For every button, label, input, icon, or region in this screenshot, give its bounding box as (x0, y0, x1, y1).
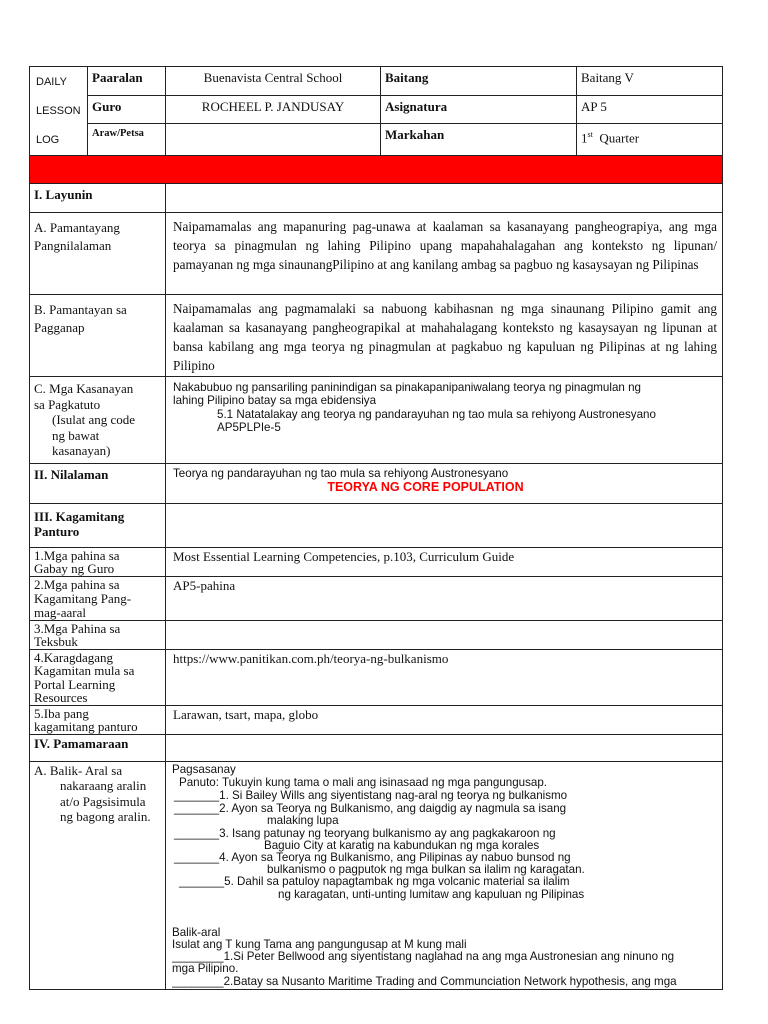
lr-label (34, 651, 161, 705)
pagganap-label-2: Pagganap (34, 320, 85, 335)
kag-label (34, 578, 161, 620)
kasanayan-label (34, 381, 161, 459)
gabay-label (34, 549, 161, 576)
dll-label-line3: LOG (36, 134, 60, 146)
pagganap-label (34, 301, 161, 337)
pagsasanay-item-5b: ng karagatan, unti-unting lumitaw ang kapuluan ng Pilipinas (278, 887, 585, 901)
markahan-sup: st (587, 130, 593, 139)
kasanayan-label-1: C. Mga Kasanayan (34, 381, 134, 396)
pamantayang-label-1: A. Pamantayang (34, 220, 120, 235)
gabay-label-2: Gabay ng Guro (34, 561, 115, 576)
kasanayan-label-5: kasanayan) (52, 443, 111, 458)
paaralan-value: Buenavista Central School (203, 70, 343, 85)
kag-label-1: 2.Mga pahina sa (34, 576, 120, 592)
kasanayan-line2: lahing Pilipino batay sa mga ebidensiya (173, 394, 377, 408)
balik-label-1: A. Balik- Aral sa (34, 762, 123, 778)
dll-label-line1: DAILY (36, 76, 67, 88)
kasanayan-label-3: (Isulat ang code (52, 412, 136, 427)
lr-link[interactable]: https://www.panitikan.com.ph/teorya-ng-bulkanismo (173, 650, 449, 666)
nilalaman-text: Teorya ng pandarayuhan ng tao mula sa rehiyong Austronesyano (173, 466, 509, 480)
balikaral-item-1b: mga Pilipino. (172, 961, 239, 975)
red-banner (30, 156, 723, 184)
teksbuk-label-2: Teksbuk (34, 634, 78, 649)
iba-label-1: 5.Iba pang (34, 705, 89, 721)
iba-text: Larawan, tsart, mapa, globo (173, 706, 319, 722)
markahan-label: Markahan (385, 127, 445, 142)
nilalaman-heading: II. Nilalaman (34, 466, 109, 482)
balikaral-item-2: ________2.Batay sa Nusanto Maritime Trading and Communciation Network hypothesis, ang mga (172, 974, 677, 988)
kagamitang-heading-1: III. Kagamitang (34, 508, 125, 524)
balik-label (34, 763, 161, 825)
iba-label (34, 707, 161, 734)
kagamitang-heading-2: Panturo (34, 523, 80, 539)
gabay-text: Most Essential Learning Competencies, p.103, Curriculum Guide (173, 548, 515, 564)
pagsasanay-item-4b: bulkanismo o pagputok ng mga bulkan sa ilalim ng karagatan. (267, 862, 585, 876)
lr-label-1: 4.Karagdagang (34, 649, 114, 665)
kag-text: AP5-pahina (173, 577, 236, 593)
baitang-label: Baitang (385, 70, 429, 85)
pamamaraan-heading: IV. Pamamaraan (34, 735, 129, 751)
balikaral-item-1a: ________1.Si Peter Bellwood ang siyentistang naglahad na ang mga Austronesian ang ninuno ng (172, 949, 675, 963)
markahan-num: 1 (581, 130, 588, 146)
markahan-value (581, 127, 718, 145)
kasanayan-label-2: sa Pagkatuto (34, 396, 101, 412)
markahan-rest: Quarter (599, 130, 640, 146)
lr-label-4: Resources (34, 690, 88, 705)
pagganap-label-1: B. Pamantayan sa (34, 302, 127, 317)
guro-label: Guro (92, 99, 122, 114)
kasanayan-line1: Nakabubuo ng pansariling paninindigan sa pinakapanipaniwalang teorya ng pinagmulan ng (173, 381, 641, 394)
pamantayang-text: Naipamamalas ang mapanuring pag-unawa at kaalaman sa kasanayang pangheograpiya, ang mga teorya sa pinagmulan ng lahing Pilipino upang mapahahalagahan ang konteksto ng lipunan/ pamayanan ng mga sinaunangPilipino at ang kanilang ambag sa pagbuo ng kasaysayan ng Pilipinas (173, 219, 717, 272)
pagganap-text: Naipamamalas ang pagmamalaki sa nabuong kabihasnan ng mga sinaunang Pilipino gamit ang kaalaman sa kasanayang pangheograpikal at mahahalagang konteksto ng kasaysayan ng lipunan at bansa kabilang ang mga teorya ng pinagmulan at pagkabuo ng kapuluan ng Pilipinas at ng lahing Pilipino (173, 301, 717, 373)
kasanayan-text (173, 381, 718, 435)
balik-label-3: at/o Pagsisimula (60, 793, 146, 809)
pagsasanay-item-3a: _______3. Isang patunay ng teoryang bulkanismo ay ang pagkakaroon ng (174, 826, 556, 840)
araw-label: Araw/Petsa (92, 128, 144, 139)
nilalaman-highlight: TEORYA NG CORE POPULATION (327, 479, 524, 494)
dll-label-line2: LESSON (36, 105, 81, 117)
paaralan-label: Paaralan (92, 70, 143, 85)
kasanayan-line4: AP5PLPIe-5 (217, 421, 281, 435)
pagsasanay-title: Pagsasanay (172, 762, 236, 776)
baitang-value: Baitang V (581, 70, 634, 85)
guro-value: ROCHEEL P. JANDUSAY (201, 99, 345, 114)
pagsasanay-item-3b: Baguio City at karatig na kabundukan ng mga korales (264, 838, 540, 852)
pagsasanay-item-5a: _______5. Dahil sa patuloy napagtambak ng mga volcanic material sa ilalim (179, 874, 570, 888)
kasanayan-label-4: ng bawat (52, 427, 100, 443)
pagsasanay-item-2a: _______2. Ayon sa Teorya ng Bulkanismo, ang daigdig ay nagmula sa isang (174, 801, 567, 815)
asignatura-label: Asignatura (385, 99, 448, 114)
kagamitang-heading (34, 509, 161, 539)
daily-lesson-log-table (29, 66, 723, 990)
lr-label-3: Portal Learning (34, 676, 116, 692)
asignatura-value: AP 5 (581, 99, 607, 114)
teksbuk-label (34, 622, 161, 649)
kasanayan-line3: 5.1 Natatalakay ang teorya ng pandarayuhan ng tao mula sa rehiyong Austronesyano (217, 407, 656, 421)
dll-label-cell (30, 67, 88, 156)
pagsasanay-item-4a: _______4. Ayon sa Teorya ng Bulkanismo, ang Pilipinas ay nabuo bunsod ng (174, 850, 571, 864)
pagsasanay-item-1: _______1. Si Bailey Wills ang siyentistang nag-aral ng teorya ng bulkanismo (174, 788, 568, 802)
kag-label-2: Kagamitang Pang- (34, 590, 132, 606)
balikaral-instr: Isulat ang T kung Tama ang pangungusap at M kung mali (172, 937, 467, 951)
balik-label-4: ng bagong aralin. (60, 809, 151, 824)
balikaral-title: Balik-aral (172, 925, 221, 939)
balik-label-2: nakaraang aralin (60, 778, 147, 793)
pamantayang-label (34, 219, 161, 255)
pagsasanay-panuto: Panuto: Tukuyin kung tama o mali ang isinasaad ng mga pangungusap. (179, 775, 548, 789)
kag-label-3: mag-aaral (34, 604, 86, 620)
lr-label-2: Kagamitan mula sa (34, 663, 135, 678)
pamantayang-label-2: Pangnilalaman (34, 238, 112, 253)
iba-label-2: kagamitang panturo (34, 719, 138, 734)
gabay-label-1: 1.Mga pahina sa (34, 547, 120, 563)
pagsasanay-block (172, 763, 720, 989)
teksbuk-label-1: 3.Mga Pahina sa (34, 620, 121, 636)
pagsasanay-item-2b: malaking lupa (267, 813, 339, 827)
layunin-heading: I. Layunin (34, 187, 93, 202)
